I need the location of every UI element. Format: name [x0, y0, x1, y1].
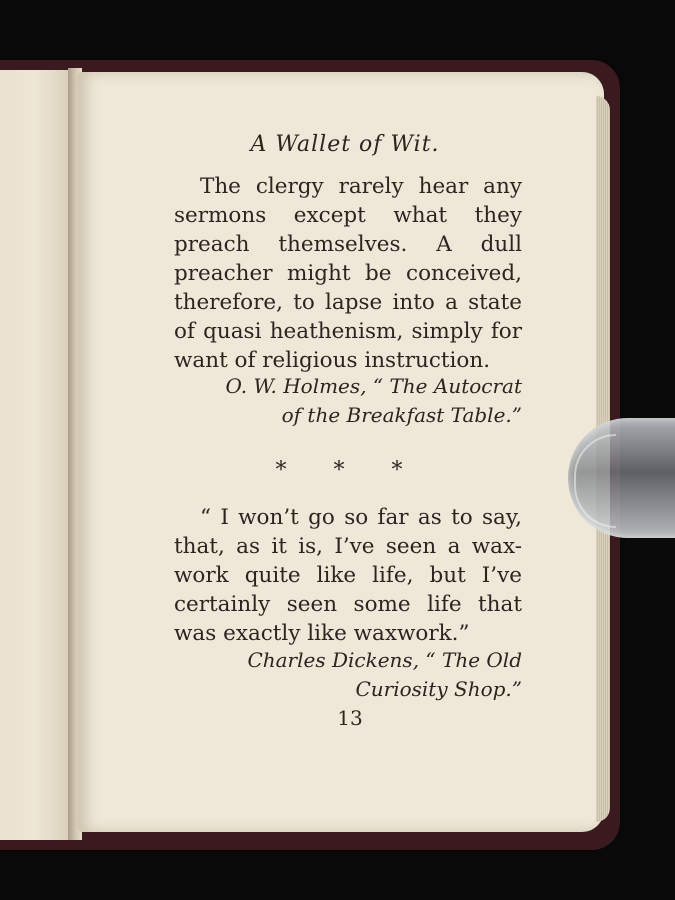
- entry-1-line: want of religious instruction.: [174, 348, 491, 373]
- entry-2-line: that, as it is, I’ve seen a wax-: [174, 534, 522, 559]
- entry-1-text: [174, 172, 522, 375]
- entry-1-attribution-line: O. W. Holmes, “ The Autocrat: [225, 374, 522, 398]
- entry-1-line: sermons except what they: [174, 203, 522, 228]
- entry-2-line: was exactly like waxwork.”: [174, 621, 470, 646]
- entry-1-line: preacher might be conceived,: [174, 261, 522, 286]
- running-head: A Wallet of Wit.: [250, 132, 440, 157]
- entry-2-attribution-line: Curiosity Shop.”: [355, 677, 522, 701]
- entry-2-line: “ I won’t go so far as to say,: [200, 505, 522, 530]
- section-separator: * * *: [275, 458, 403, 483]
- entry-2-text: [174, 503, 522, 648]
- entry-1-line: therefore, to lapse into a state: [174, 290, 522, 315]
- entry-2-attribution: [247, 646, 522, 704]
- page-number: 13: [337, 706, 363, 730]
- entry-2-attribution-line: Charles Dickens, “ The Old: [247, 648, 522, 672]
- entry-1-line: preach themselves. A dull: [174, 232, 522, 257]
- entry-1-line: of quasi heathenism, simply for: [174, 319, 522, 344]
- left-page: [0, 70, 72, 840]
- entry-1-attribution-line: of the Breakfast Table.”: [281, 403, 522, 427]
- entry-2-line: work quite like life, but I’ve: [174, 563, 522, 588]
- entry-1-line: The clergy rarely hear any: [200, 174, 522, 199]
- entry-1-attribution: [226, 372, 523, 430]
- entry-2-line: certainly seen some life that: [174, 592, 522, 617]
